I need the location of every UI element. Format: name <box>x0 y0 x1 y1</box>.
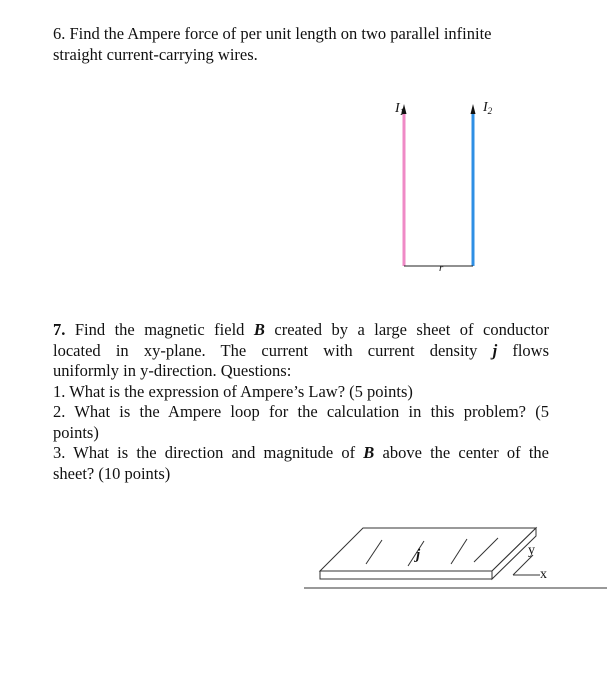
label-r: r <box>439 262 444 274</box>
q7-symbol-j: j <box>492 340 498 360</box>
q7-line-2-c: flows <box>497 340 550 360</box>
q7-line-4: 1. What is the expression of Ampere’s Law? (5 points) <box>53 381 413 401</box>
q7-line-6: points) <box>53 422 99 442</box>
q7-line-7-a: 3. What is the direction and magnitude of <box>53 443 364 462</box>
q6-line-2: straight current-carrying wires. <box>53 44 258 64</box>
q7-line-7-c: above the center of the <box>374 443 549 462</box>
q7-line-5: 2. What is the Ampere loop for the calculation in this problem? (5 <box>53 402 549 421</box>
q7-symbol-b: B <box>253 320 265 339</box>
q7-line-1-a: Find the magnetic field <box>65 320 254 339</box>
label-i2: $I_2$ <box>483 100 493 116</box>
sheet-front-edge <box>320 571 492 579</box>
y-axis <box>513 555 533 575</box>
label-i1: $I_1$ <box>395 101 405 117</box>
q7-line-1-c: created by a large sheet of conductor <box>264 320 549 339</box>
q7-line-8: sheet? (10 points) <box>53 463 171 483</box>
q7-line-2-a: located in xy-plane. The current with current density <box>53 340 493 360</box>
q7-number: 7. <box>53 320 66 339</box>
q7-line-3: uniformly in y-direction. Questions: <box>53 361 292 380</box>
label-j: j <box>416 547 421 563</box>
label-y: y <box>528 543 535 558</box>
q6-line-1: 6. Find the Ampere force of per unit length on two parallel infinite <box>53 24 492 43</box>
label-x: x <box>540 567 547 582</box>
q7-symbol-b-2: B <box>363 443 375 462</box>
